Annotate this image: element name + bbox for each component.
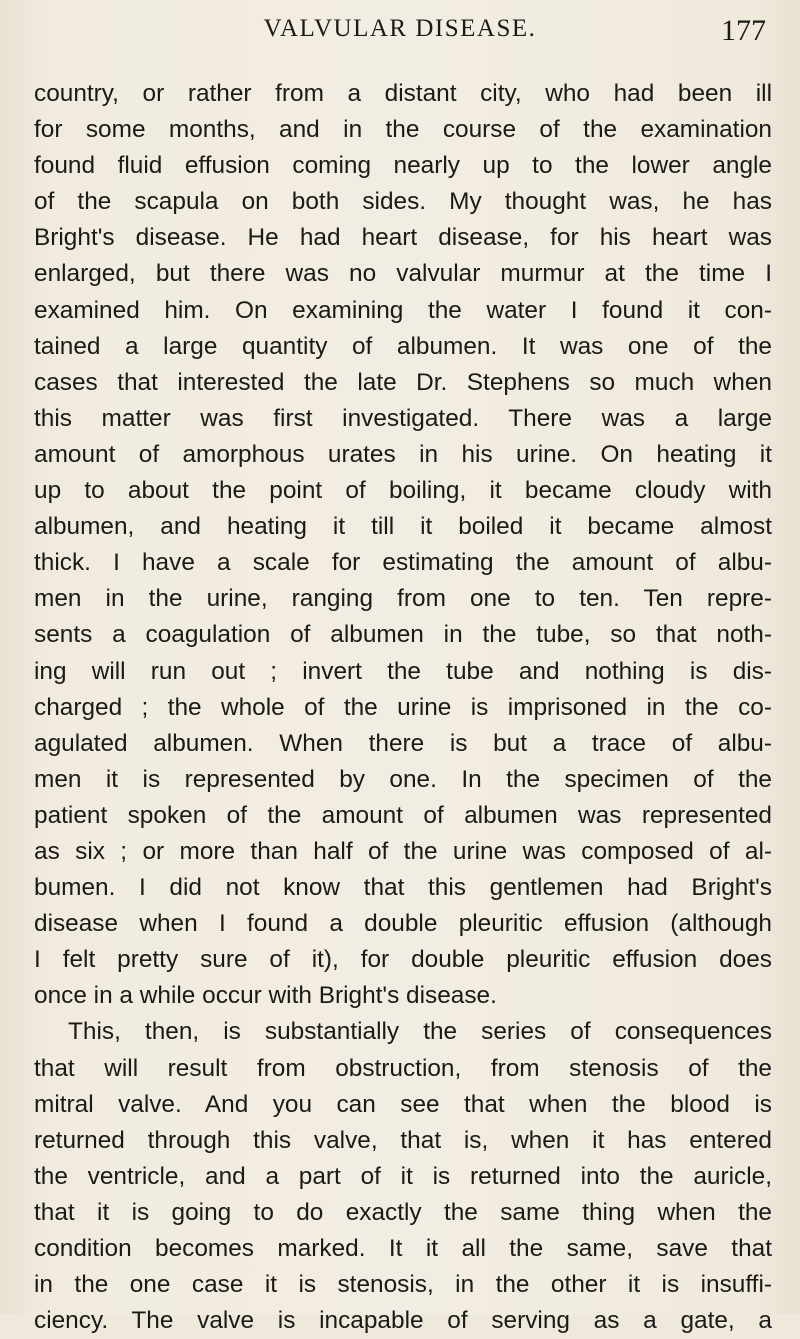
text-line: I felt pretty sure of it), for double pleuritic effusion does xyxy=(34,946,772,974)
text-line: of the scapula on both sides. My thought was, he has xyxy=(34,188,772,216)
text-line: in the one case it is stenosis, in the other it is insuffi- xyxy=(34,1271,772,1299)
body-text xyxy=(34,76,772,1339)
text-line: sents a coagulation of albumen in the tube, so that noth- xyxy=(34,621,772,649)
text-line: tained a large quantity of albumen. It was one of the xyxy=(34,332,772,360)
text-line: up to about the point of boiling, it became cloudy with xyxy=(34,477,772,505)
running-head xyxy=(34,12,766,48)
text-line: this matter was first investigated. There was a large xyxy=(34,404,772,432)
text-line: as six ; or more than half of the urine was composed of al- xyxy=(34,837,772,865)
text-line: that will result from obstruction, from stenosis of the xyxy=(34,1054,772,1082)
text-line: Bright's disease. He had heart disease, for his heart was xyxy=(34,224,772,252)
text-line: enlarged, but there was no valvular murmur at the time I xyxy=(34,260,772,288)
text-line: ciency. The valve is incapable of serving as a gate, a xyxy=(34,1307,772,1335)
text-line: bumen. I did not know that this gentlemen had Bright's xyxy=(34,874,772,902)
text-line: This, then, is substantially the series of consequences xyxy=(68,1018,772,1046)
text-line: thick. I have a scale for estimating the amount of albu- xyxy=(34,549,772,577)
text-line: returned through this valve, that is, when it has entered xyxy=(34,1126,772,1154)
text-line: the ventricle, and a part of it is returned into the auricle, xyxy=(34,1162,772,1190)
text-line: men it is represented by one. In the specimen of the xyxy=(34,765,772,793)
running-title: VALVULAR DISEASE. xyxy=(263,15,537,42)
text-line: country, or rather from a distant city, who had been ill xyxy=(34,80,772,107)
text-line: disease when I found a double pleuritic effusion (although xyxy=(34,910,772,938)
text-line: found fluid effusion coming nearly up to the lower angle xyxy=(34,152,772,180)
text-line: condition becomes marked. It it all the same, save that xyxy=(34,1235,772,1262)
text-line: that it is going to do exactly the same thing when the xyxy=(34,1198,772,1226)
text-line: patient spoken of the amount of albumen was represented xyxy=(34,801,772,829)
text-line: amount of amorphous urates in his urine. On heating it xyxy=(34,440,772,468)
text-line: examined him. On examining the water I found it con- xyxy=(34,296,772,324)
text-line: cases that interested the late Dr. Stephens so much when xyxy=(34,368,772,396)
text-line: agulated albumen. When there is but a trace of albu- xyxy=(34,729,772,757)
text-line: mitral valve. And you can see that when the blood is xyxy=(34,1090,772,1118)
text-line: ing will run out ; invert the tube and nothing is dis- xyxy=(34,657,772,685)
text-line: albumen, and heating it till it boiled it became almost xyxy=(34,513,772,541)
page-number: 177 xyxy=(721,14,766,47)
text-line: men in the urine, ranging from one to ten. Ten repre- xyxy=(34,585,772,613)
text-line: charged ; the whole of the urine is imprisoned in the co- xyxy=(34,693,772,721)
text-line: for some months, and in the course of the examination xyxy=(34,116,772,144)
text-line: once in a while occur with Bright's disease. xyxy=(34,982,497,1010)
